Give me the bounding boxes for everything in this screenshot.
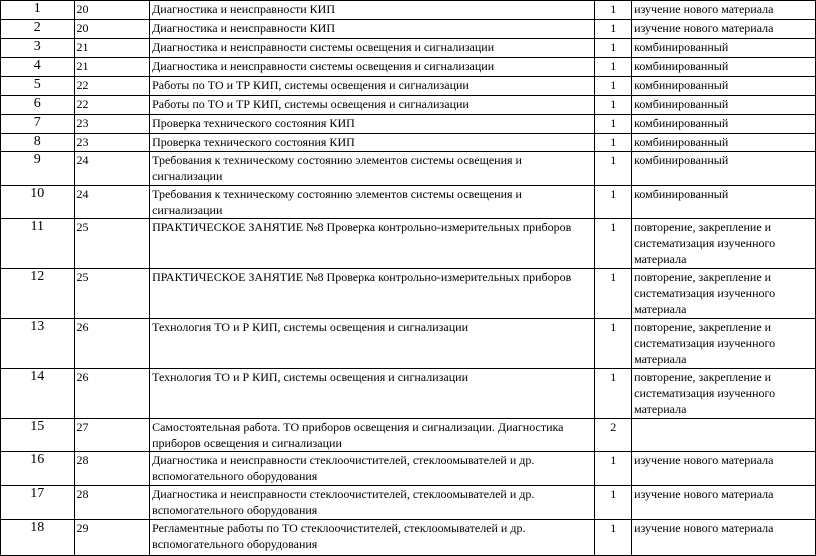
table-row [1, 77, 816, 96]
lesson-topic: Диагностика и неисправности стеклоочистителей, стеклоомывателей и др. вспомогательного оборудования [150, 452, 595, 486]
row-number: 7 [1, 115, 75, 134]
lesson-type: комбинированный [632, 39, 816, 58]
hours-count: 2 [595, 419, 632, 452]
lesson-topic: Регламентные работы по ТО стеклоочистителей, стеклоомывателей и др. вспомогательного оборудования [150, 520, 595, 556]
lesson-type: комбинированный [632, 77, 816, 96]
lesson-type: изучение нового материала [632, 452, 816, 486]
lesson-type: изучение нового материала [632, 520, 816, 556]
row-number: 6 [1, 96, 75, 115]
lesson-type: комбинированный [632, 58, 816, 77]
table-row [1, 219, 816, 269]
hours-count: 1 [595, 319, 632, 369]
lesson-type: повторение, закрепление и систематизация изученного материала [632, 369, 816, 419]
hours-count: 1 [595, 58, 632, 77]
lesson-topic: Проверка технического состояния КИП [150, 115, 595, 134]
lesson-number: 24 [74, 152, 150, 186]
lesson-type: комбинированный [632, 152, 816, 186]
hours-count: 1 [595, 77, 632, 96]
lesson-number: 23 [74, 134, 150, 152]
row-number: 2 [1, 20, 75, 39]
lesson-number: 20 [74, 20, 150, 39]
lesson-topic: Диагностика и неисправности КИП [150, 1, 595, 20]
table-row [1, 1, 816, 20]
hours-count: 1 [595, 39, 632, 58]
row-number: 14 [1, 369, 75, 419]
lesson-topic: Диагностика и неисправности системы освещения и сигнализации [150, 58, 595, 77]
table-row [1, 269, 816, 319]
hours-count: 1 [595, 20, 632, 39]
lesson-type: повторение, закрепление и систематизация изученного материала [632, 269, 816, 319]
lesson-type: комбинированный [632, 186, 816, 219]
lesson-type [632, 419, 816, 452]
lesson-topic: Требования к техническому состоянию элементов системы освещения и сигнализации [150, 152, 595, 186]
table-row [1, 419, 816, 452]
lesson-topic: Работы по ТО и ТР КИП, системы освещения и сигнализации [150, 77, 595, 96]
lesson-topic: Диагностика и неисправности стеклоочистителей, стеклоомывателей и др. вспомогательного оборудования [150, 486, 595, 520]
table-row [1, 369, 816, 419]
hours-count: 1 [595, 269, 632, 319]
hours-count: 1 [595, 186, 632, 219]
row-number: 12 [1, 269, 75, 319]
lesson-topic: Технология ТО и Р КИП, системы освещения и сигнализации [150, 319, 595, 369]
lesson-type: повторение, закрепление и систематизация изученного материала [632, 219, 816, 269]
lesson-type: изучение нового материала [632, 1, 816, 20]
lesson-type: комбинированный [632, 115, 816, 134]
table-row [1, 520, 816, 556]
lesson-topic: Технология ТО и Р КИП, системы освещения и сигнализации [150, 369, 595, 419]
row-number: 18 [1, 520, 75, 556]
row-number: 9 [1, 152, 75, 186]
row-number: 17 [1, 486, 75, 520]
row-number: 5 [1, 77, 75, 96]
lesson-topic: Работы по ТО и ТР КИП, системы освещения и сигнализации [150, 96, 595, 115]
table-row [1, 452, 816, 486]
lesson-number: 28 [74, 452, 150, 486]
row-number: 1 [1, 1, 75, 20]
lesson-topic: Проверка технического состояния КИП [150, 134, 595, 152]
lesson-number: 23 [74, 115, 150, 134]
lesson-topic: ПРАКТИЧЕСКОЕ ЗАНЯТИЕ №8 Проверка контрольно-измерительных приборов [150, 219, 595, 269]
lesson-topic: Диагностика и неисправности системы освещения и сигнализации [150, 39, 595, 58]
row-number: 11 [1, 219, 75, 269]
row-number: 8 [1, 134, 75, 152]
lesson-number: 24 [74, 186, 150, 219]
lesson-number: 22 [74, 96, 150, 115]
hours-count: 1 [595, 486, 632, 520]
row-number: 4 [1, 58, 75, 77]
hours-count: 1 [595, 452, 632, 486]
table-row [1, 186, 816, 219]
hours-count: 1 [595, 96, 632, 115]
table-row [1, 58, 816, 77]
hours-count: 1 [595, 152, 632, 186]
table-row [1, 152, 816, 186]
lesson-number: 26 [74, 369, 150, 419]
lesson-number: 21 [74, 58, 150, 77]
lesson-type: изучение нового материала [632, 486, 816, 520]
lesson-plan-body [1, 1, 816, 556]
lesson-number: 27 [74, 419, 150, 452]
lesson-type: изучение нового материала [632, 20, 816, 39]
table-row [1, 319, 816, 369]
table-row [1, 96, 816, 115]
lesson-number: 20 [74, 1, 150, 20]
lesson-number: 28 [74, 486, 150, 520]
hours-count: 1 [595, 520, 632, 556]
row-number: 13 [1, 319, 75, 369]
table-row [1, 115, 816, 134]
hours-count: 1 [595, 219, 632, 269]
hours-count: 1 [595, 369, 632, 419]
row-number: 15 [1, 419, 75, 452]
hours-count: 1 [595, 115, 632, 134]
lesson-number: 26 [74, 319, 150, 369]
row-number: 3 [1, 39, 75, 58]
row-number: 16 [1, 452, 75, 486]
hours-count: 1 [595, 134, 632, 152]
row-number: 10 [1, 186, 75, 219]
table-row [1, 20, 816, 39]
lesson-topic: Самостоятельная работа. ТО приборов освещения и сигнализации. Диагностика приборов освещения и сигнализации [150, 419, 595, 452]
lesson-type: комбинированный [632, 96, 816, 115]
lesson-number: 22 [74, 77, 150, 96]
table-row [1, 486, 816, 520]
table-row [1, 134, 816, 152]
lesson-number: 21 [74, 39, 150, 58]
lesson-number: 25 [74, 219, 150, 269]
lesson-type: повторение, закрепление и систематизация изученного материала [632, 319, 816, 369]
lesson-topic: ПРАКТИЧЕСКОЕ ЗАНЯТИЕ №8 Проверка контрольно-измерительных приборов [150, 269, 595, 319]
lesson-topic: Требования к техническому состоянию элементов системы освещения и сигнализации [150, 186, 595, 219]
lesson-topic: Диагностика и неисправности КИП [150, 20, 595, 39]
lesson-number: 25 [74, 269, 150, 319]
hours-count: 1 [595, 1, 632, 20]
table-row [1, 39, 816, 58]
lesson-number: 29 [74, 520, 150, 556]
lesson-type: комбинированный [632, 134, 816, 152]
